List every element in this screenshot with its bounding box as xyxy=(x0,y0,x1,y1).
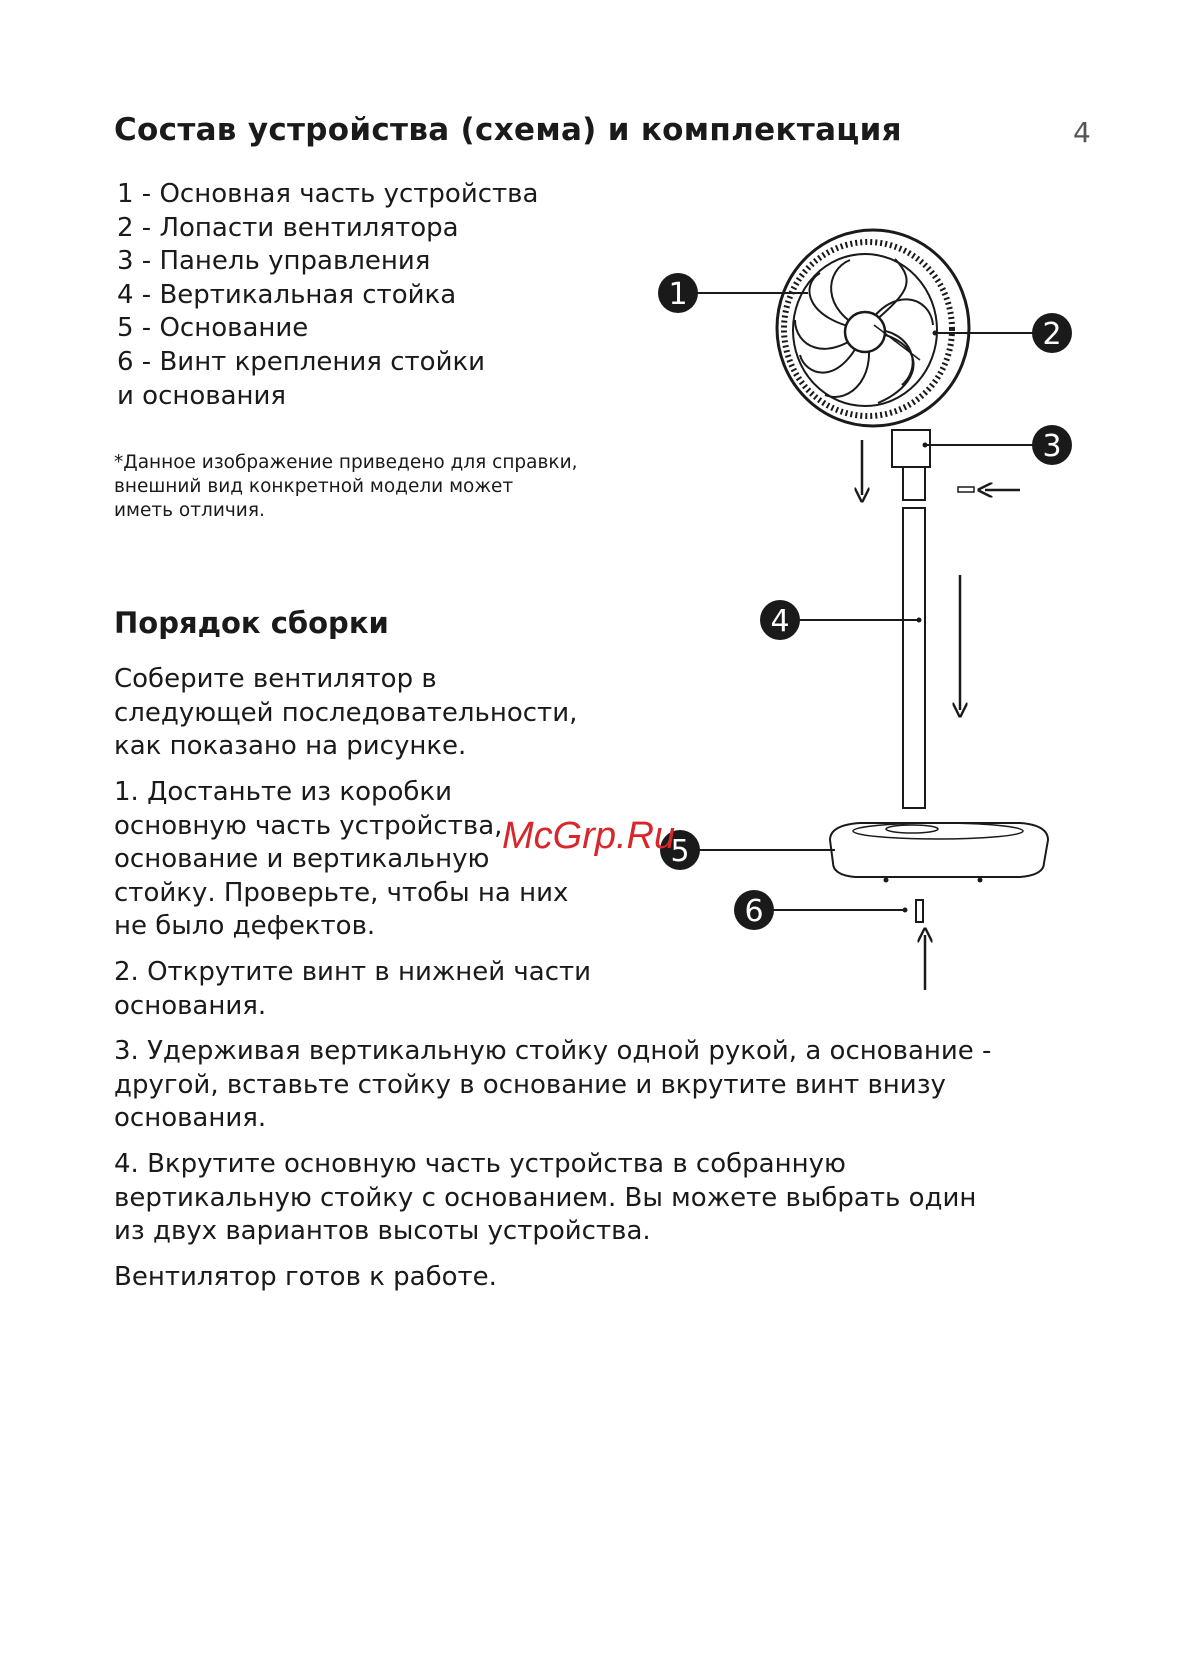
marker-label-2: 2 xyxy=(1042,317,1062,352)
fan-assembly-diagram xyxy=(640,225,1080,1005)
marker-label-1: 1 xyxy=(668,277,688,312)
text-line: из двух вариантов высоты устройства. xyxy=(114,1216,651,1247)
text-line: не было дефектов. xyxy=(114,911,376,942)
stand-top-joint xyxy=(903,467,925,500)
text-line: как показано на рисунке. xyxy=(114,731,467,762)
assembly-step-1 xyxy=(114,776,568,944)
reference-note xyxy=(114,451,577,523)
marker-label-6: 6 xyxy=(744,894,764,929)
page-number: 4 xyxy=(1073,116,1091,149)
text-line: 1. Достаньте из коробки xyxy=(114,777,453,807)
text-line: основания. xyxy=(114,990,267,1021)
marker-3 xyxy=(1032,425,1072,465)
watermark: McGrp.Ru xyxy=(502,815,676,857)
assembly-intro xyxy=(114,663,577,764)
parts-list-item: 5 - Основание xyxy=(117,313,309,344)
text-line: 4. Вкрутите основную часть устройства в собранную xyxy=(114,1149,846,1179)
small-screw xyxy=(958,487,974,492)
marker-label-4: 4 xyxy=(770,604,790,639)
text-line: 3. Удерживая вертикальную стойку одной рукой, а основание - xyxy=(114,1036,992,1066)
arrows xyxy=(862,440,1020,990)
text-line: основания. xyxy=(114,1103,267,1134)
assembly-final: Вентилятор готов к работе. xyxy=(114,1262,497,1292)
marker-label-3: 3 xyxy=(1042,429,1062,464)
assembly-step-3 xyxy=(114,1035,991,1136)
text-line: стойку. Проверьте, чтобы на них xyxy=(114,877,569,908)
page-title: Состав устройства (схема) и комплектация xyxy=(114,112,902,148)
marker-label-5: 5 xyxy=(670,834,690,869)
parts-list-item: 4 - Вертикальная стойка xyxy=(117,279,457,310)
text-line: Соберите вентилятор в xyxy=(114,664,437,694)
parts-list-item: 6 - Винт крепления стойки xyxy=(117,346,486,377)
marker-6 xyxy=(734,890,774,930)
marker-1 xyxy=(658,273,698,313)
assembly-step-4 xyxy=(114,1148,976,1249)
text-line: основную часть устройства, xyxy=(114,810,503,841)
vertical-stand xyxy=(903,508,925,808)
note-line: внешний вид конкретной модели может xyxy=(114,476,514,497)
text-line: следующей последовательности, xyxy=(114,697,578,728)
note-line: иметь отличия. xyxy=(114,500,265,521)
marker-4 xyxy=(760,600,800,640)
assembly-step-2 xyxy=(114,956,591,1023)
mounting-screw xyxy=(916,900,923,922)
text-line: основание и вертикальную xyxy=(114,844,490,875)
parts-list-item: и основания xyxy=(117,380,287,411)
fan-base xyxy=(830,823,1048,883)
parts-list-item: 1 - Основная часть устройства xyxy=(117,179,539,209)
text-line: 2. Открутите винт в нижней части xyxy=(114,957,592,987)
control-panel xyxy=(892,430,930,467)
parts-list xyxy=(117,178,538,413)
fan-head xyxy=(777,230,969,426)
parts-list-item: 3 - Панель управления xyxy=(117,246,431,277)
marker-2 xyxy=(1032,313,1072,353)
text-line: другой, вставьте стойку в основание и вкрутите винт внизу xyxy=(114,1069,946,1100)
text-line: вертикальную стойку с основанием. Вы можете выбрать один xyxy=(114,1182,977,1213)
note-line: *Данное изображение приведено для справки, xyxy=(114,452,578,473)
parts-list-item: 2 - Лопасти вентилятора xyxy=(117,212,459,243)
assembly-heading: Порядок сборки xyxy=(114,606,389,640)
